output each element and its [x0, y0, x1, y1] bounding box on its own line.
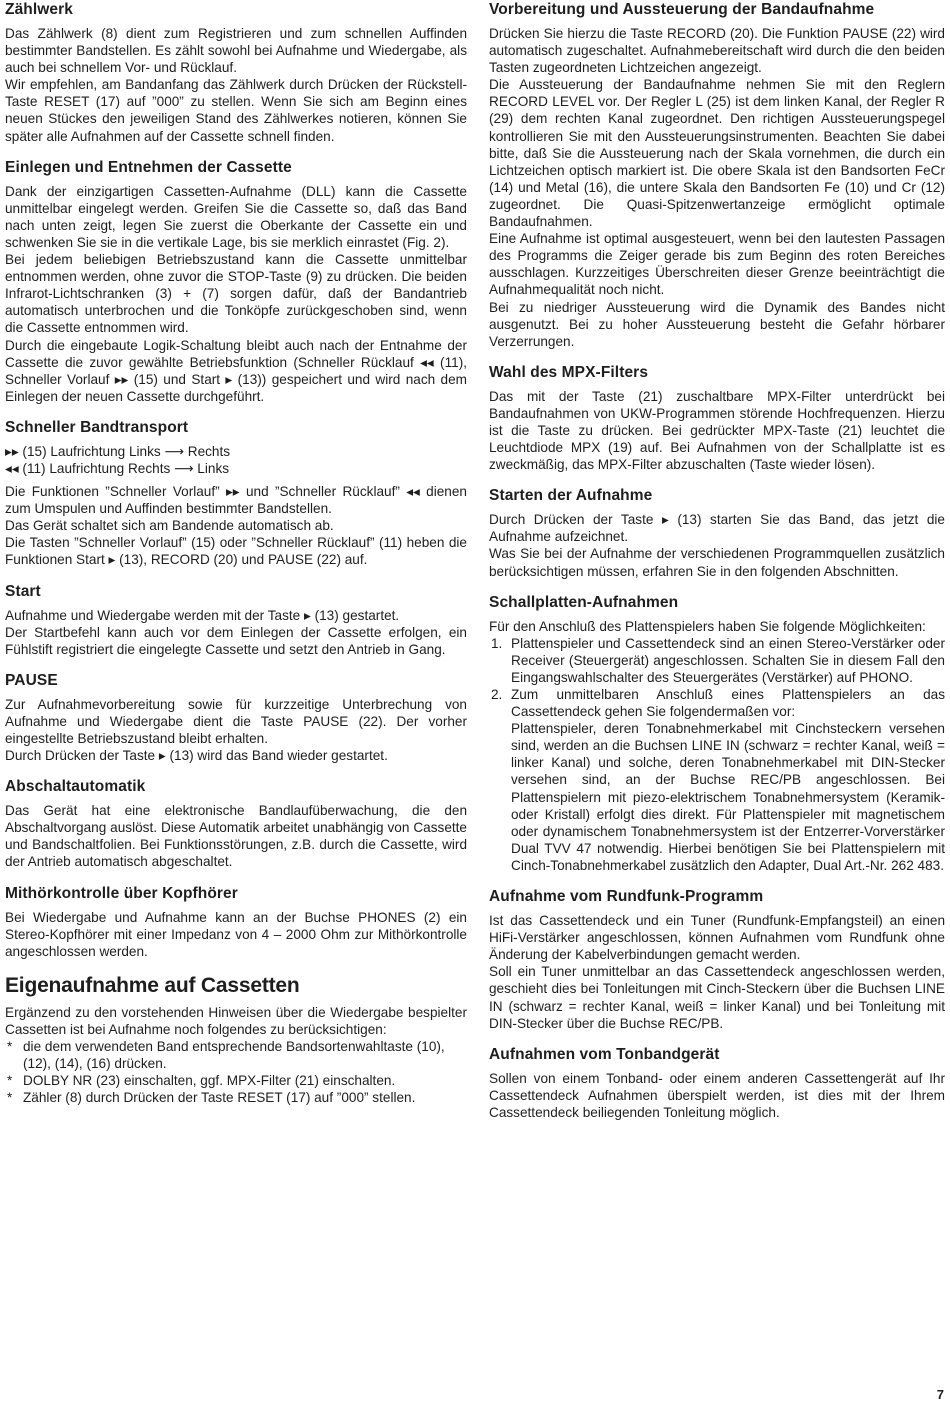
paragraph: Aufnahme und Wiedergabe werden mit der Taste ▸ (13) gestartet. — [5, 607, 400, 623]
paragraph: Plattenspieler, deren Tonabnehmerkabel mit Cinchsteckern versehen sind, werden an die Buchsen LINE IN (schwarz = rechter Kanal, weiß = linker Kanal) und solche, deren Tonabnehmerkabel mit DIN-Stecker versehen sind, an der Buchse REC/PB angeschlossen. Bei Plattenspielern mit piezo-elektrischem Tonabnehmersystem (Keramik- oder Kristall) erfolgt dies direkt. Für Plattenspieler mit magnetischem oder dynamischem Tonabnehmersystem ist der Entzerrer-Vorverstärker Dual TVV 47 notwendig. Hierbei benötigen Sie bei Plattenspielern mit Cinch-Tonabnehmerkabel zusätzlich den Adapter, Dual Art.-Nr. 262 483. — [511, 721, 945, 873]
paragraph: Ergänzend zu den vorstehenden Hinweisen über die Wiedergabe bespielter Cassetten ist bei Aufnahme noch folgendes zu berücksichtigen: — [5, 1004, 467, 1037]
section-tonband — [489, 1045, 945, 1121]
heading-einlegen: Einlegen und Entnehmen der Cassette — [5, 158, 292, 176]
paragraph: Die Tasten ”Schneller Vorlauf” (15) oder ”Schneller Rücklauf” (11) heben die Funktionen Start ▸ (13), RECORD (20) und PAUSE (22) auf. — [5, 535, 467, 568]
list-number: 2. — [491, 687, 503, 702]
left-column — [5, 0, 467, 1119]
heading-eigenaufnahme: Eigenaufnahme auf Cassetten — [5, 973, 300, 997]
paragraph: Das Zählwerk (8) dient zum Registrieren und zum schnellen Auffinden bestimmter Bandstellen. Es zählt sowohl bei Aufnahme und Wiedergabe, als auch bei schnellem Vor- und Rücklauf. — [5, 26, 467, 76]
heading-tonband: Aufnahmen vom Tonbandgerät — [489, 1045, 720, 1063]
paragraph: Die Funktionen ”Schneller Vorlauf” ▸▸ und ”Schneller Rücklauf” ◂◂ dienen zum Umspulen und Auffinden bestimmter Bandstellen. — [5, 484, 467, 517]
heading-starten: Starten der Aufnahme — [489, 487, 653, 505]
section-vorbereitung — [489, 0, 945, 350]
section-mpx-filter — [489, 363, 945, 473]
paragraph: Bei zu niedriger Aussteuerung wird die Dynamik des Bandes nicht ausgenutzt. Bei zu hoher Aussteuerung besteht die Gefahr hörbarer Verzerrungen. — [489, 299, 945, 349]
paragraph: Drücken Sie hierzu die Taste RECORD (20). Die Funktion PAUSE (22) wird automatisch zugeschaltet. Aufnahmebereitschaft wird durch die den beiden Tasten zugeordneten Lichtzeichen angezeigt. — [489, 26, 945, 76]
direction-rewind: ◂◂ (11) Laufrichtung Rechts ⟶ Links — [5, 461, 230, 477]
paragraph: Für den Anschluß des Plattenspielers haben Sie folgende Möglichkeiten: — [489, 618, 926, 634]
numbered-list — [489, 635, 945, 874]
section-abschaltautomatik — [5, 777, 467, 870]
checklist — [5, 1038, 467, 1106]
paragraph: Zum unmittelbaren Anschluß eines Plattenspielers an das Cassettendeck gehen Sie folgendermaßen vor: — [511, 687, 945, 720]
paragraph: Dank der einzigartigen Cassetten-Aufnahme (DLL) kann die Cassette unmittelbar eingelegt werden. Greifen Sie die Cassette so, daß das Band nach unten zeigt, legen Sie zuerst die Oberkante der Cassette ein und schwenken Sie sie in die vertikale Lage, bis sie merklich einrastet (Fig. 2). — [5, 183, 467, 250]
heading-mithoerkontrolle: Mithörkontrolle über Kopfhörer — [5, 884, 238, 902]
paragraph: Durch Drücken der Taste ▸ (13) starten Sie das Band, das jetzt die Aufnahme aufzeichnet. — [489, 512, 945, 545]
heading-schallplatten: Schallplatten-Aufnahmen — [489, 593, 679, 611]
paragraph: Das Gerät schaltet sich am Bandende automatisch ab. — [5, 518, 334, 534]
heading-pause: PAUSE — [5, 671, 58, 689]
heading-zaehlwerk: Zählwerk — [5, 1, 73, 18]
paragraph: Ist das Cassettendeck und ein Tuner (Rundfunk-Empfangsteil) an einen HiFi-Verstärker angeschlossen, können Aufnahmen vom Rundfunk ohne Änderung der Kabelverbindungen gemacht werden. — [489, 913, 945, 963]
paragraph: Das mit der Taste (21) zuschaltbare MPX-Filter unterdrückt bei Bandaufnahmen von UKW-Programmen störende Hochfrequenzen. Hierzu ist die Taste zu drücken. Bei gedrückter MPX-Taste (21) leuchtet die Leuchtdiode MPX (19) auf. Bei Aufnahmen von der Schallplatte ist es zweckmäßig, das MPX-Filter abzuschalten (Taste wieder lösen). — [489, 388, 945, 473]
paragraph: Wir empfehlen, am Bandanfang das Zählwerk durch Drücken der Rückstell-Taste RESET (17) auf ”000” zu stellen. Wenn Sie sich am Beginn eines neuen Stückes den jeweiligen Stand des Zählwerkes notieren, können Sie später alle Aufnahmen auf der Cassette schnell finden. — [5, 77, 467, 144]
paragraph: Durch Drücken der Taste ▸ (13) wird das Band wieder gestartet. — [5, 748, 388, 764]
paragraph: Der Startbefehl kann auch vor dem Einlegen der Cassette erfolgen, ein Fühlstift registriert die eingelegte Cassette und setzt den Antrieb in Gang. — [5, 624, 467, 657]
section-einlegen — [5, 158, 467, 405]
list-item: * DOLBY NR (23) einschalten, ggf. MPX-Filter (21) einschalten. — [5, 1072, 467, 1089]
section-schallplatten — [489, 593, 945, 874]
paragraph: Plattenspieler und Cassettendeck sind an einen Stereo-Verstärker oder Receiver (Steuergerät) angeschlossen. Schalten Sie in diesem Fall den Eingangswahlschalter des Steuergerätes (Verstärker) auf PHONO. — [511, 635, 945, 685]
page-number: 7 — [936, 1387, 944, 1402]
paragraph: Die Aussteuerung der Bandaufnahme nehmen Sie mit den Reglern RECORD LEVEL vor. Der Regler L (25) ist dem linken Kanal, der Regler R (29) dem rechten Kanal zugeordnet. Den richtigen Aussteuerungspegel kontrollieren Sie mit den Aussteuerungsinstrumenten. Beachten Sie dabei bitte, daß Sie die Aussteuerung nach der Skala vornehmen, die durch ein Lichtzeichen optisch markiert ist. Die obere Skala ist den Bandsorten FeCr (14) und Metal (16), die untere Skala den Bandsorten Fe (10) und Cr (12) zugeordnet. Die Quasi-Spitzenwertanzeige ermöglicht optimale Bandaufnahmen. — [489, 77, 945, 230]
paragraph: Eine Aufnahme ist optimal ausgesteuert, wenn bei den lautesten Passagen des Programms die Zeiger gerade bis zum Beginn des roten Bereiches ausschlagen. Kurzzeitiges Überschreiten dieser Grenze beeinträchtigt die Aufnahmequalität noch nicht. — [489, 231, 945, 298]
heading-abschaltautomatik: Abschaltautomatik — [5, 778, 146, 796]
list-item: * die dem verwendeten Band entsprechende Bandsortenwahltaste (10), (12), (14), (16) drücken. — [5, 1038, 467, 1072]
heading-vorbereitung: Vorbereitung und Aussteuerung der Bandaufnahme — [489, 1, 875, 18]
paragraph: Was Sie bei der Aufnahme der verschiedenen Programmquellen zusätzlich berücksichtigen müssen, erfahren Sie in den folgenden Abschnitten. — [489, 546, 945, 579]
section-start — [5, 582, 467, 658]
paragraph: Durch die eingebaute Logik-Schaltung bleibt auch nach der Entnahme der Cassette die zuvor gewählte Betriebsfunktion (Schneller Rücklauf ◂◂ (11), Schneller Vorlauf ▸▸ (15) und Start ▸ (13)) gespeichert und wird nach dem Einlegen der neuen Cassette durchgeführt. — [5, 337, 467, 404]
paragraph: Bei Wiedergabe und Aufnahme kann an der Buchse PHONES (2) ein Stereo-Kopfhörer mit einer Impedanz von 4 – 2000 Ohm zur Mithörkontrolle angeschlossen werden. — [5, 909, 467, 959]
paragraph: Bei jedem beliebigen Betriebszustand kann die Cassette unmittelbar entnommen werden, ohne zuvor die STOP-Taste (9) zu drücken. Die beiden Infrarot-Lichtschranken (3) + (7) sorgen dafür, daß der Bandantrieb automatisch unterbrochen und die Tonköpfe zurückgeschoben sind, wenn die Cassette entnommen wird. — [5, 252, 467, 336]
paragraph: Soll ein Tuner unmittelbar an das Cassettendeck angeschlossen werden, geschieht dies bei Tonleitungen mit Cinch-Steckern über die Buchsen LINE IN (schwarz = rechter Kanal, weiß = linker Kanal) und bei Tonleitung mit DIN-Stecker über die Buchse REC/PB. — [489, 964, 945, 1031]
heading-rundfunk: Aufnahme vom Rundfunk-Programm — [489, 888, 764, 906]
paragraph: Sollen von einem Tonband- oder einem anderen Cassettengerät auf Ihr Cassettendeck Aufnahmen überspielt werden, ist dies mit der Ihrem Cassettendeck beiliegenden Tonleitung möglich. — [489, 1070, 945, 1120]
section-mithoerkontrolle — [5, 884, 467, 960]
section-eigenaufnahme — [5, 973, 467, 1107]
heading-bandtransport: Schneller Bandtransport — [5, 418, 189, 436]
heading-mpx-filter: Wahl des MPX-Filters — [489, 363, 649, 381]
section-bandtransport — [5, 418, 467, 569]
list-item — [489, 635, 945, 686]
section-rundfunk — [489, 887, 945, 1032]
paragraph: Zur Aufnahmevorbereitung sowie für kurzzeitige Unterbrechung von Aufnahme und Wiedergabe dient die Taste PAUSE (22). Der vorher eingestellte Betriebszustand bleibt erhalten. — [5, 696, 467, 746]
list-number: 1. — [491, 635, 503, 651]
list-item: * Zähler (8) durch Drücken der Taste RESET (17) auf ”000” stellen. — [5, 1089, 467, 1106]
heading-start: Start — [5, 582, 41, 600]
list-item — [489, 686, 945, 874]
direction-forward: ▸▸ (15) Laufrichtung Links ⟶ Rechts — [5, 443, 231, 459]
section-starten — [489, 486, 945, 579]
paragraph: Das Gerät hat eine elektronische Bandlaufüberwachung, die den Abschaltvorgang auslöst. Diese Automatik arbeitet unabhängig von Cassette und Bandschaltfolien. Bei Funktionsstörungen, z.B. durch die Cassette, wird der Antrieb automatisch abgeschaltet. — [5, 803, 467, 870]
section-zaehlwerk — [5, 0, 467, 145]
right-column — [489, 0, 945, 1134]
section-pause — [5, 671, 467, 764]
